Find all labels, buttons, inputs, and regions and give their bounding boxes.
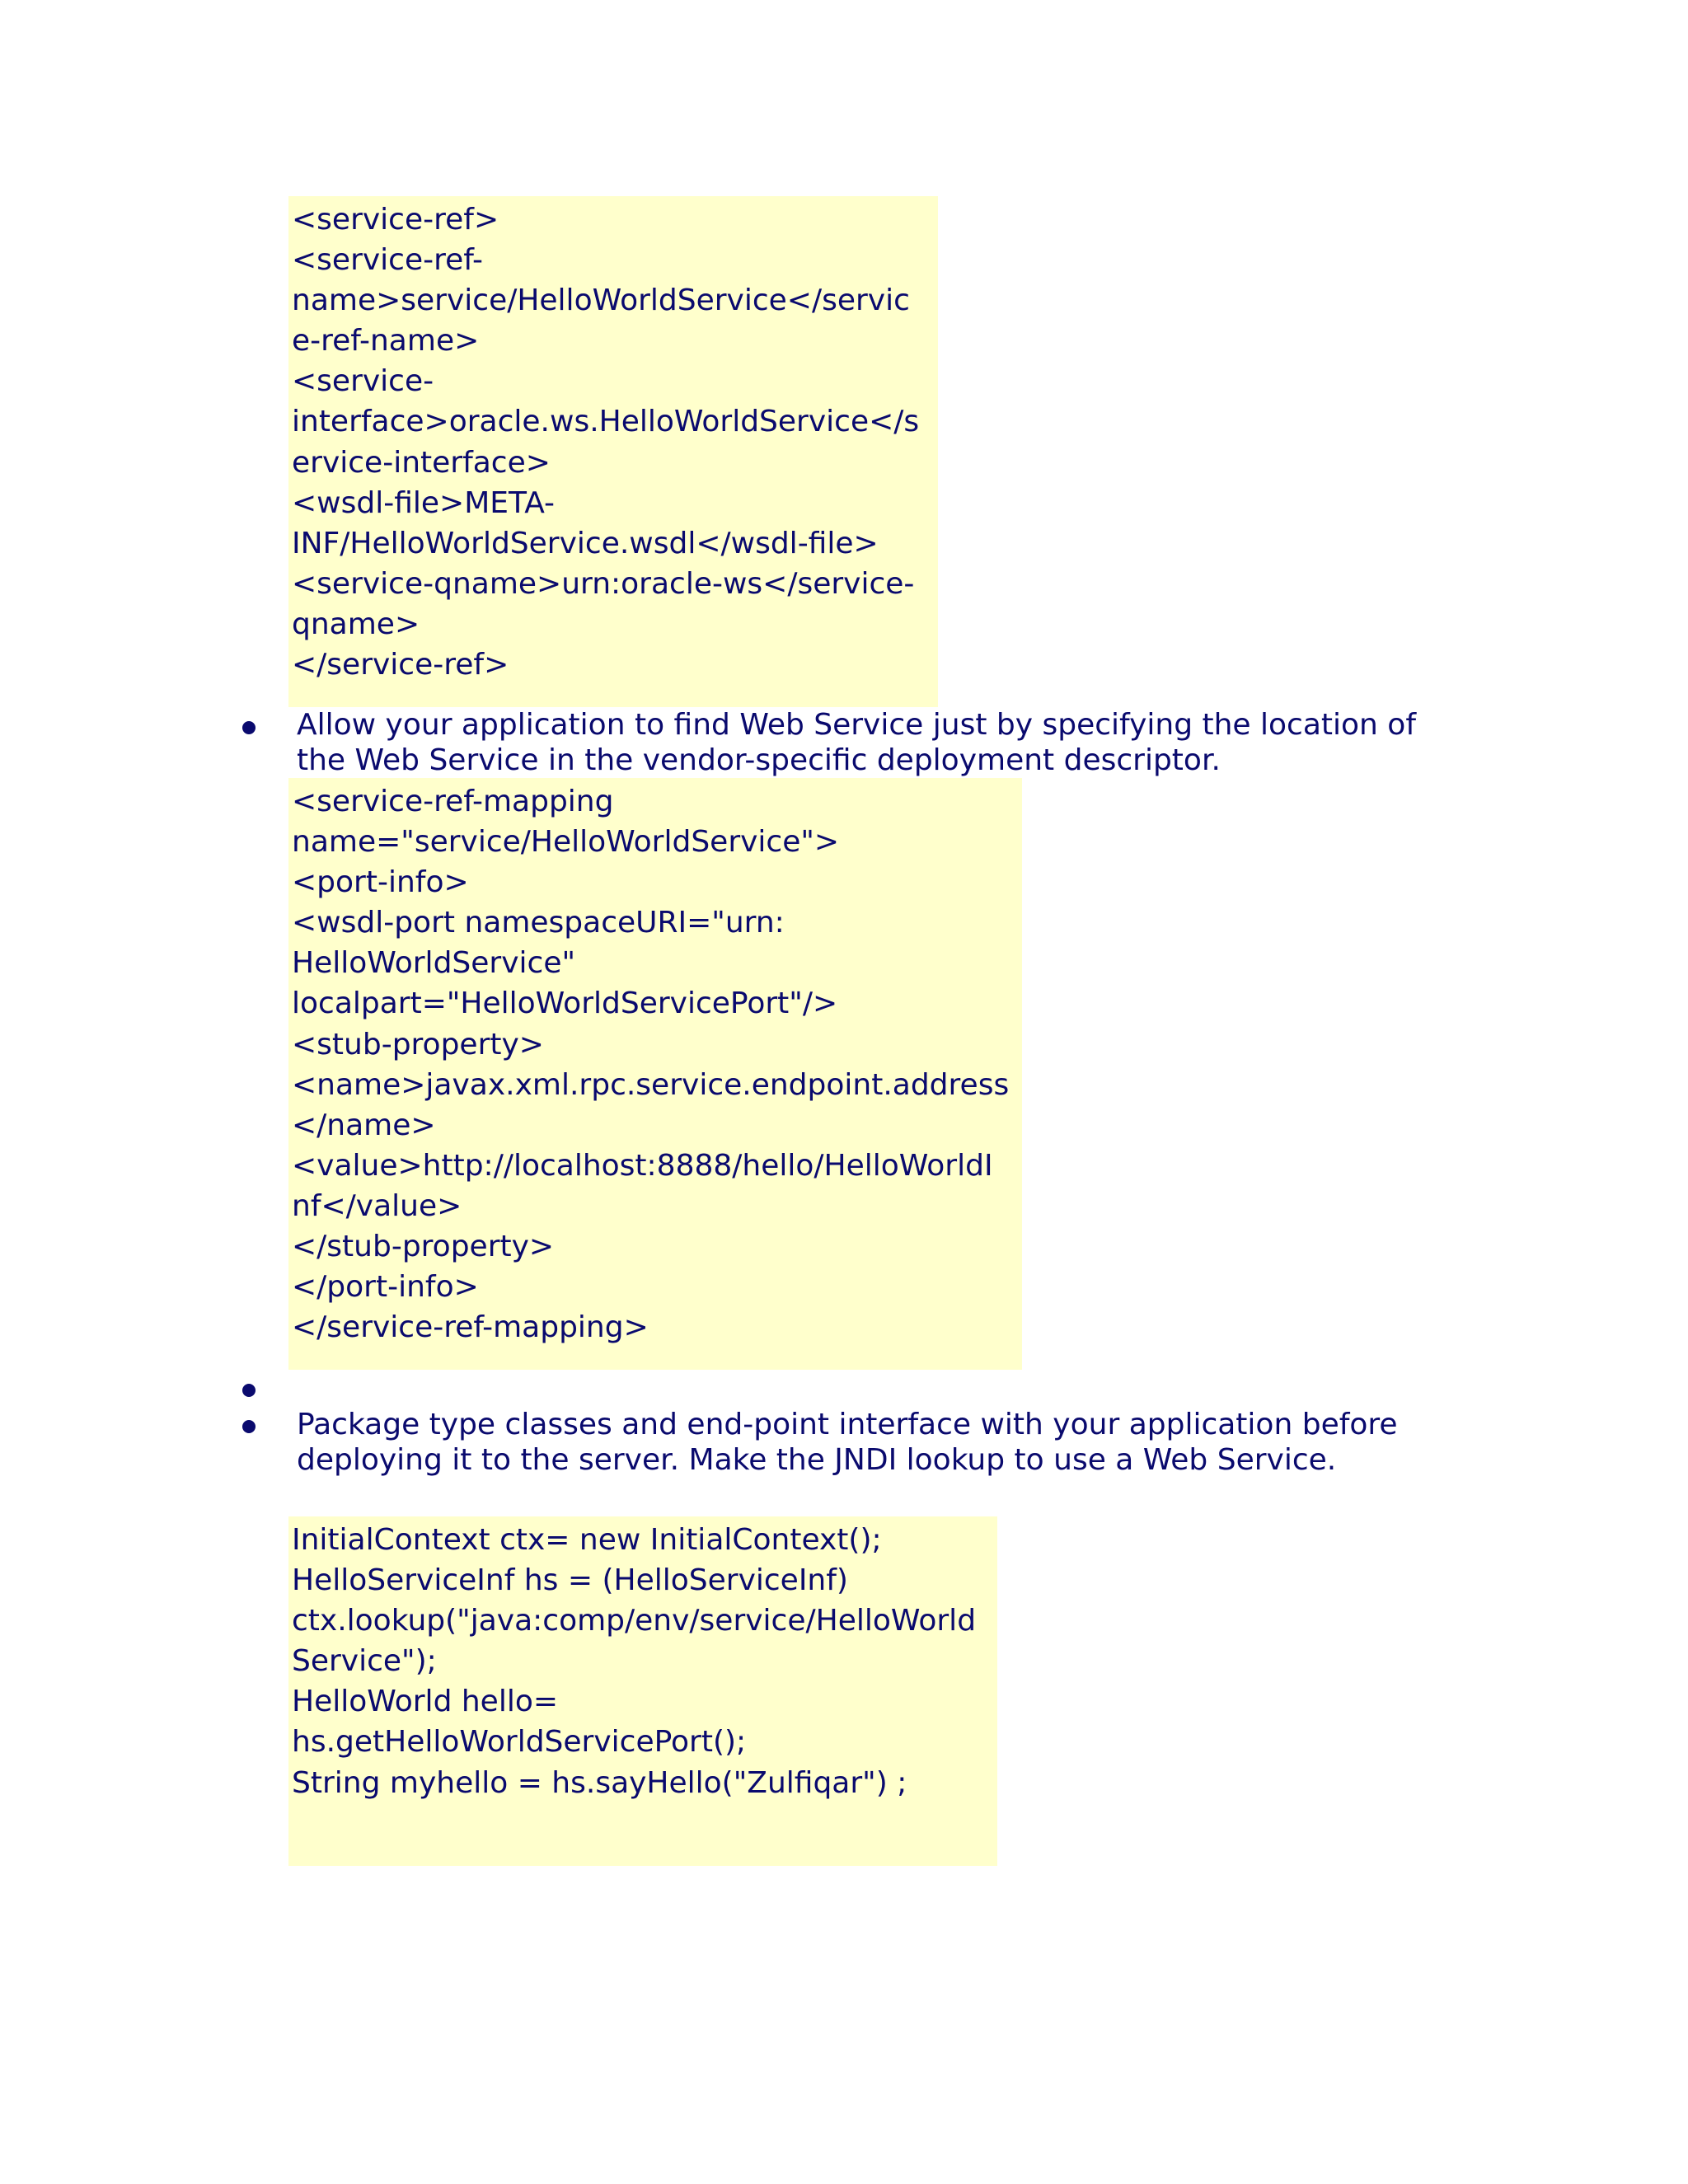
code-line: INF/HelloWorldService.wsdl</wsdl-file> <box>292 526 879 560</box>
code-line: <value>http://localhost:8888/hello/HelloWorldI <box>292 1148 993 1183</box>
bullet-line: deploying it to the server. Make the JNDI lookup to use a Web Service. <box>297 1443 1337 1477</box>
code-line: ervice-interface> <box>292 445 551 480</box>
code-line: <port-info> <box>292 865 469 900</box>
bullet-item-text <box>297 1407 1508 1478</box>
code-line: localpart="HelloWorldServicePort"/> <box>292 987 838 1021</box>
code-line: <stub-property> <box>292 1027 544 1062</box>
code-line: InitialContext ctx= new InitialContext(); <box>292 1523 882 1557</box>
code-block-service-ref <box>288 196 938 707</box>
code-line: <service-ref- <box>292 243 483 278</box>
code-line: </service-ref-mapping> <box>292 1310 649 1345</box>
code-line: hs.getHelloWorldServicePort(); <box>292 1725 747 1760</box>
code-line: name="service/HelloWorldService"> <box>292 825 840 860</box>
code-line: nf</value> <box>292 1188 462 1223</box>
code-line: HelloWorldService" <box>292 946 576 981</box>
code-line: e-ref-name> <box>292 324 480 359</box>
code-line: ctx.lookup("java:comp/env/service/HelloWorld <box>292 1604 977 1638</box>
code-line: </stub-property> <box>292 1230 555 1264</box>
bullet-line: the Web Service in the vendor-specific deployment descriptor. <box>297 743 1221 777</box>
code-block-service-ref-mapping <box>288 778 1022 1370</box>
code-line: interface>oracle.ws.HelloWorldService</s <box>292 405 920 439</box>
code-line: HelloServiceInf hs = (HelloServiceInf) <box>292 1563 848 1598</box>
code-line: </name> <box>292 1108 436 1142</box>
bullet-line: Package type classes and end-point interface with your application before <box>297 1408 1398 1441</box>
bullet-icon <box>242 1420 256 1433</box>
code-line: <service-ref-mapping <box>292 785 614 818</box>
code-line: <name>javax.xml.rpc.service.endpoint.address <box>292 1067 1010 1102</box>
code-line: String myhello = hs.sayHello("Zulfiqar") ; <box>292 1765 907 1800</box>
bullet-icon <box>242 721 256 734</box>
code-line: </service-ref> <box>292 648 509 682</box>
code-line: <service-qname>urn:oracle-ws</service- <box>292 566 915 601</box>
code-line: HelloWorld hello= <box>292 1685 559 1719</box>
code-line: name>service/HelloWorldService</servic <box>292 284 910 318</box>
bullet-item-text <box>297 707 1508 778</box>
bullet-line: Allow your application to find Web Service just by specifying the location of <box>297 708 1416 742</box>
code-line: qname> <box>292 607 420 641</box>
code-line: </port-info> <box>292 1270 479 1305</box>
bullet-icon <box>242 1384 256 1397</box>
code-line: <service-ref> <box>292 203 499 237</box>
code-line: Service"); <box>292 1644 437 1679</box>
code-line: <service- <box>292 364 434 399</box>
code-line: <wsdl-file>META- <box>292 485 556 520</box>
code-line: <wsdl-port namespaceURI="urn: <box>292 906 785 940</box>
code-block-jndi-lookup <box>288 1516 997 1866</box>
